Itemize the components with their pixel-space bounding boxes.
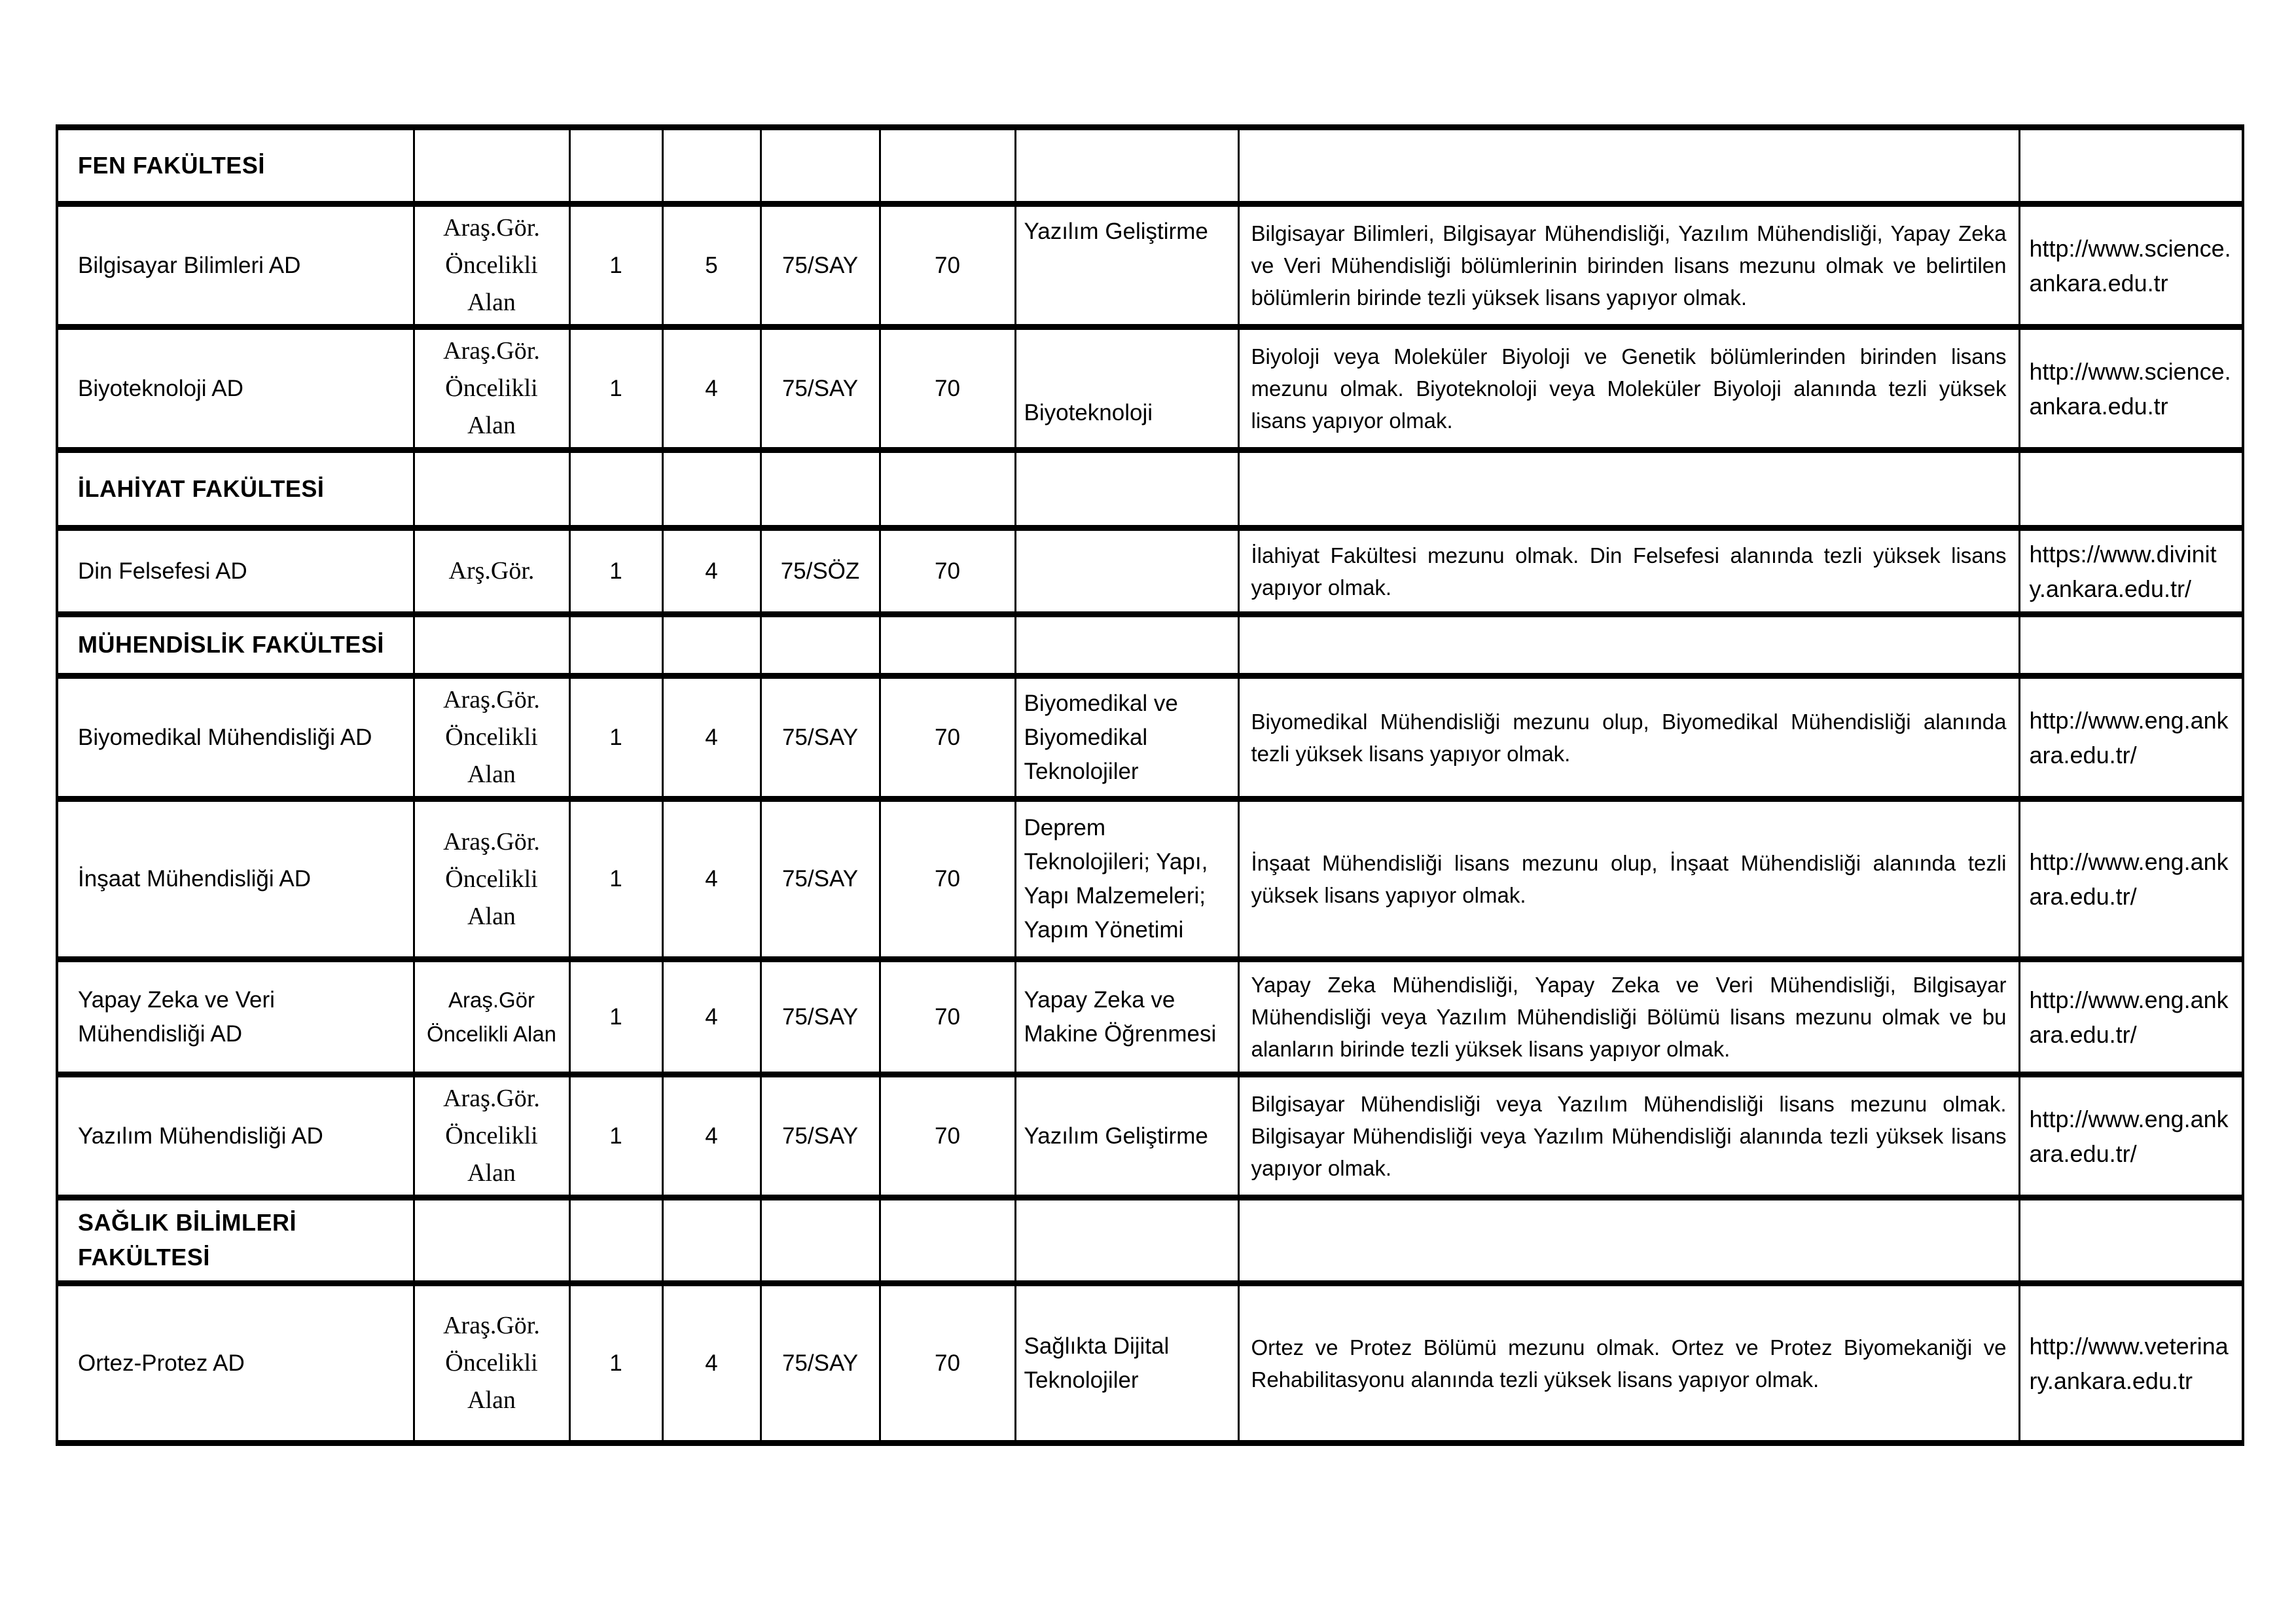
url-cell <box>2019 676 2243 799</box>
requirement-cell <box>1238 528 2019 615</box>
requirement-text: Bilgisayar Bilimleri, Bilgisayar Mühendisliği, Yazılım Mühendisliği, Yapay Zeka ve Veri Mühendisliği bölümlerinin birinden lisans mezunu olmak ve belirtilen bölümlerin birinde tezli yüksek lisans yapıyor olmak. <box>1251 221 2007 310</box>
requirement-text: Biyoloji veya Moleküler Biyoloji ve Genetik bölümlerinden birinden lisans mezunu olmak. Biyoteknoloji veya Moleküler Biyoloji alanında tezli yüksek lisans yapıyor olmak. <box>1251 344 2007 433</box>
requirement-cell <box>1238 327 2019 450</box>
staff-title-cell <box>414 676 569 799</box>
department-cell <box>57 676 414 799</box>
count-cell <box>569 1284 662 1443</box>
count-value: 1 <box>609 252 622 278</box>
ales-cell <box>761 1284 880 1443</box>
ales-cell <box>761 327 880 450</box>
empty-cell <box>1238 1198 2019 1284</box>
count-value: 1 <box>609 1350 622 1376</box>
empty-cell <box>414 450 569 528</box>
empty-cell <box>880 615 1015 676</box>
count-value: 1 <box>609 375 622 401</box>
degree-cell <box>662 799 761 960</box>
language-score-value: 70 <box>935 375 960 401</box>
field-cell <box>1015 528 1238 615</box>
ales-cell <box>761 204 880 327</box>
faculty-section-row <box>57 450 2243 528</box>
faculty-header-cell <box>57 128 414 204</box>
empty-cell <box>569 128 662 204</box>
language-score-value: 70 <box>935 1123 960 1149</box>
degree-cell <box>662 528 761 615</box>
empty-cell <box>761 1198 880 1284</box>
language-score-value: 70 <box>935 724 960 750</box>
ales-value: 75/SÖZ <box>780 558 860 584</box>
empty-cell <box>1238 128 2019 204</box>
faculty-header-cell <box>57 615 414 676</box>
language-score-cell <box>880 1075 1015 1198</box>
requirement-text: Ortez ve Protez Bölümü mezunu olmak. Ortez ve Protez Biyomekaniği ve Rehabilitasyonu alanında tezli yüksek lisans yapıyor olmak. <box>1251 1335 2007 1392</box>
url-text: http://www.science.ankara.edu.tr <box>2029 234 2231 297</box>
department-name: Yapay Zeka ve Veri Mühendisliği AD <box>78 986 275 1047</box>
empty-cell <box>1015 450 1238 528</box>
staff-title-cell <box>414 327 569 450</box>
language-score-cell <box>880 204 1015 327</box>
language-score-value: 70 <box>935 252 960 278</box>
position-row <box>57 799 2243 960</box>
count-cell <box>569 676 662 799</box>
count-cell <box>569 204 662 327</box>
faculty-title: İLAHİYAT FAKÜLTESİ <box>78 475 325 502</box>
position-row <box>57 1075 2243 1198</box>
faculty-section-row <box>57 615 2243 676</box>
url-cell <box>2019 327 2243 450</box>
empty-cell <box>414 1198 569 1284</box>
url-cell <box>2019 799 2243 960</box>
staff-title: Araş.Gör. Öncelikli Alan <box>443 686 540 788</box>
staff-title: Araş.Gör. Öncelikli Alan <box>443 827 540 930</box>
position-row <box>57 960 2243 1075</box>
department-name: İnşaat Mühendisliği AD <box>78 866 312 892</box>
faculty-header-cell <box>57 450 414 528</box>
degree-value: 4 <box>705 866 718 892</box>
degree-cell <box>662 1075 761 1198</box>
academic-positions-table <box>56 124 2244 1446</box>
requirement-text: Yapay Zeka Mühendisliği, Yapay Zeka ve Veri Mühendisliği, Bilgisayar Mühendisliği veya Yazılım Mühendisliği Bölümü lisans mezunu olmak ve bu alanların birinde tezli yüksek lisans yapıyor olmak. <box>1251 973 2007 1061</box>
empty-cell <box>1238 450 2019 528</box>
empty-cell <box>761 128 880 204</box>
field-cell <box>1015 204 1238 327</box>
empty-cell <box>569 1198 662 1284</box>
ales-value: 75/SAY <box>781 375 859 401</box>
language-score-cell <box>880 799 1015 960</box>
language-score-value: 70 <box>935 866 960 892</box>
department-cell <box>57 1075 414 1198</box>
language-score-cell <box>880 327 1015 450</box>
empty-cell <box>761 615 880 676</box>
count-value: 1 <box>609 1003 622 1030</box>
field-cell <box>1015 327 1238 450</box>
department-name: Ortez-Protez AD <box>78 1350 245 1376</box>
faculty-title: FEN FAKÜLTESİ <box>78 151 265 179</box>
field-text: Biyomedikal ve Biyomedikal Teknolojiler <box>1024 690 1178 784</box>
position-row <box>57 676 2243 799</box>
staff-title-cell <box>414 1284 569 1443</box>
empty-cell <box>569 450 662 528</box>
field-text: Yazılım Geliştirme <box>1024 219 1208 244</box>
ales-value: 75/SAY <box>781 1123 859 1149</box>
staff-title-cell <box>414 1075 569 1198</box>
empty-cell <box>662 1198 761 1284</box>
url-cell <box>2019 528 2243 615</box>
empty-cell <box>2019 615 2243 676</box>
faculty-section-row <box>57 1198 2243 1284</box>
degree-value: 4 <box>705 558 718 584</box>
degree-value: 4 <box>705 1350 718 1376</box>
count-cell <box>569 799 662 960</box>
staff-title: Arş.Gör. <box>448 557 535 585</box>
staff-title-cell <box>414 204 569 327</box>
department-cell <box>57 960 414 1075</box>
count-cell <box>569 960 662 1075</box>
field-cell <box>1015 1284 1238 1443</box>
faculty-header-cell <box>57 1198 414 1284</box>
degree-cell <box>662 960 761 1075</box>
empty-cell <box>2019 450 2243 528</box>
staff-title-cell <box>414 960 569 1075</box>
field-text: Yapay Zeka ve Makine Öğrenmesi <box>1024 986 1217 1047</box>
ales-value: 75/SAY <box>781 252 859 278</box>
staff-title: Araş.Gör. Öncelikli Alan <box>443 1085 540 1187</box>
count-value: 1 <box>609 558 622 584</box>
empty-cell <box>880 1198 1015 1284</box>
field-cell <box>1015 676 1238 799</box>
position-row <box>57 1284 2243 1443</box>
department-name: Yazılım Mühendisliği AD <box>78 1123 323 1149</box>
empty-cell <box>880 128 1015 204</box>
field-cell <box>1015 960 1238 1075</box>
staff-title-cell <box>414 528 569 615</box>
degree-value: 4 <box>705 375 718 401</box>
url-cell <box>2019 1075 2243 1198</box>
language-score-cell <box>880 676 1015 799</box>
language-score-value: 70 <box>935 558 960 584</box>
department-name: Din Felsefesi AD <box>78 558 247 584</box>
ales-cell <box>761 676 880 799</box>
url-text: http://www.veterinary.ankara.edu.tr <box>2029 1332 2229 1394</box>
degree-value: 4 <box>705 1123 718 1149</box>
requirement-cell <box>1238 799 2019 960</box>
department-cell <box>57 528 414 615</box>
requirement-text: İnşaat Mühendisliği lisans mezunu olup, İnşaat Mühendisliği alanında tezli yüksek lisans yapıyor olmak. <box>1251 851 2007 907</box>
faculty-title: SAĞLIK BİLİMLERİ FAKÜLTESİ <box>78 1209 296 1271</box>
staff-title-cell <box>414 799 569 960</box>
language-score-value: 70 <box>935 1003 960 1030</box>
degree-value: 4 <box>705 724 718 750</box>
ales-value: 75/SAY <box>781 1003 859 1030</box>
language-score-cell <box>880 960 1015 1075</box>
requirement-cell <box>1238 1284 2019 1443</box>
ales-cell <box>761 960 880 1075</box>
empty-cell <box>761 450 880 528</box>
field-cell <box>1015 1075 1238 1198</box>
department-name: Biyomedikal Mühendisliği AD <box>78 724 372 750</box>
language-score-cell <box>880 528 1015 615</box>
empty-cell <box>1238 615 2019 676</box>
url-text: https://www.divinity.ankara.edu.tr/ <box>2029 540 2217 602</box>
faculty-section-row <box>57 128 2243 204</box>
degree-cell <box>662 1284 761 1443</box>
position-row <box>57 528 2243 615</box>
position-row <box>57 204 2243 327</box>
url-text: http://www.eng.ankara.edu.tr/ <box>2029 706 2229 768</box>
empty-cell <box>1015 128 1238 204</box>
empty-cell <box>662 450 761 528</box>
count-cell <box>569 327 662 450</box>
empty-cell <box>414 128 569 204</box>
requirement-text: Bilgisayar Mühendisliği veya Yazılım Mühendisliği lisans mezunu olmak. Bilgisayar Mühendisliği veya Yazılım Mühendisliği alanında tezli yüksek lisans yapıyor olmak. <box>1251 1092 2007 1180</box>
url-text: http://www.eng.ankara.edu.tr/ <box>2029 848 2229 910</box>
field-text: Yazılım Geliştirme <box>1024 1123 1208 1149</box>
staff-title: Araş.Gör Öncelikli Alan <box>426 987 557 1046</box>
empty-cell <box>2019 1198 2243 1284</box>
count-value: 1 <box>609 1123 622 1149</box>
field-text: Biyoteknoloji <box>1024 400 1153 425</box>
empty-cell <box>1015 615 1238 676</box>
department-cell <box>57 799 414 960</box>
count-value: 1 <box>609 724 622 750</box>
requirement-cell <box>1238 676 2019 799</box>
count-cell <box>569 1075 662 1198</box>
requirement-cell <box>1238 1075 2019 1198</box>
department-name: Biyoteknoloji AD <box>78 375 243 401</box>
staff-title: Araş.Gör. Öncelikli Alan <box>443 214 540 316</box>
empty-cell <box>1015 1198 1238 1284</box>
url-cell <box>2019 204 2243 327</box>
department-cell <box>57 204 414 327</box>
degree-value: 5 <box>705 252 718 278</box>
empty-cell <box>2019 128 2243 204</box>
language-score-value: 70 <box>935 1350 960 1376</box>
url-cell <box>2019 960 2243 1075</box>
degree-cell <box>662 676 761 799</box>
field-cell <box>1015 799 1238 960</box>
requirement-cell <box>1238 960 2019 1075</box>
empty-cell <box>414 615 569 676</box>
empty-cell <box>662 128 761 204</box>
url-text: http://www.eng.ankara.edu.tr/ <box>2029 1105 2229 1167</box>
ales-cell <box>761 799 880 960</box>
position-row <box>57 327 2243 450</box>
requirement-text: Biyomedikal Mühendisliği mezunu olup, Biyomedikal Mühendisliği alanında tezli yüksek lisans yapıyor olmak. <box>1251 709 2007 766</box>
count-value: 1 <box>609 866 622 892</box>
empty-cell <box>662 615 761 676</box>
field-text: Sağlıkta Dijital Teknolojiler <box>1024 1333 1170 1393</box>
url-cell <box>2019 1284 2243 1443</box>
ales-value: 75/SAY <box>781 1350 859 1376</box>
faculty-title: MÜHENDİSLİK FAKÜLTESİ <box>78 631 384 658</box>
degree-cell <box>662 204 761 327</box>
department-cell <box>57 327 414 450</box>
url-text: http://www.eng.ankara.edu.tr/ <box>2029 986 2229 1048</box>
requirement-cell <box>1238 204 2019 327</box>
requirement-text: İlahiyat Fakültesi mezunu olmak. Din Felsefesi alanında tezli yüksek lisans yapıyor olmak. <box>1251 543 2007 600</box>
department-name: Bilgisayar Bilimleri AD <box>78 252 301 278</box>
empty-cell <box>880 450 1015 528</box>
field-text: Deprem Teknolojileri; Yapı, Yapı Malzemeleri; Yapım Yönetimi <box>1024 815 1208 943</box>
department-cell <box>57 1284 414 1443</box>
staff-title: Araş.Gör. Öncelikli Alan <box>443 1312 540 1414</box>
language-score-cell <box>880 1284 1015 1443</box>
url-text: http://www.science.ankara.edu.tr <box>2029 357 2231 420</box>
count-cell <box>569 528 662 615</box>
degree-cell <box>662 327 761 450</box>
ales-value: 75/SAY <box>781 724 859 750</box>
degree-value: 4 <box>705 1003 718 1030</box>
ales-cell <box>761 1075 880 1198</box>
empty-cell <box>569 615 662 676</box>
staff-title: Araş.Gör. Öncelikli Alan <box>443 337 540 439</box>
ales-value: 75/SAY <box>781 866 859 892</box>
ales-cell <box>761 528 880 615</box>
